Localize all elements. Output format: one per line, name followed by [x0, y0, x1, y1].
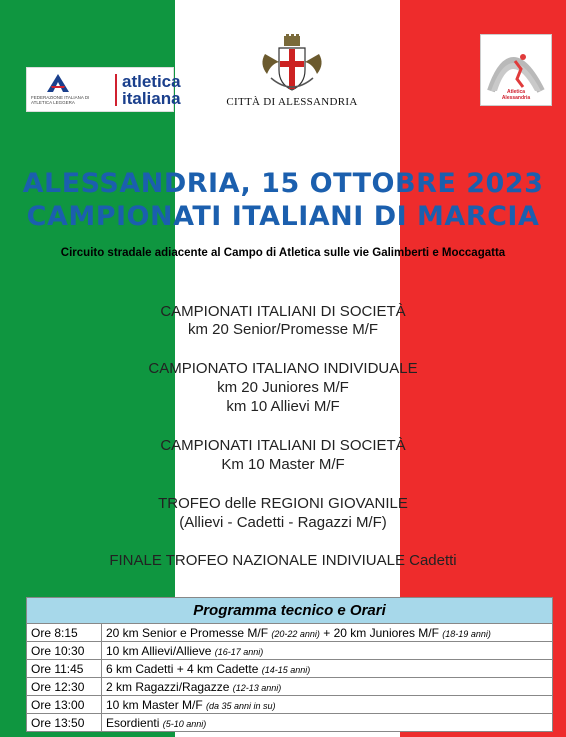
event-3-title: CAMPIONATI ITALIANI DI SOCIETÀ	[160, 437, 406, 454]
event-4-line-1: (Allievi - Cadetti - Ragazzi M/F)	[179, 514, 387, 531]
schedule-time: Ore 11:45	[27, 660, 102, 678]
table-row	[27, 714, 553, 732]
schedule-time: Ore 13:50	[27, 714, 102, 732]
atletica-alessandria-logo	[480, 34, 552, 106]
club-label-line1: Atletica	[506, 89, 526, 95]
schedule-event-b: + 20 km Juniores M/F	[319, 625, 443, 640]
schedule-event-a-note: (14-15 anni)	[261, 664, 311, 675]
event-1-line-1: km 20 Senior/Promesse M/F	[187, 321, 379, 338]
fidal-brand-line2: italiana	[122, 89, 181, 108]
schedule-time: Ore 12:30	[27, 678, 102, 696]
event-location-subtitle: Circuito stradale adiacente al Campo di Atletica sulle vie Galimberti e Moccagatta	[60, 247, 506, 259]
schedule-event	[102, 660, 553, 678]
event-2-title: CAMPIONATO ITALIANO INDIVIDUALE	[148, 360, 418, 377]
schedule-event-a: 2 km Ragazzi/Ragazze	[106, 679, 233, 694]
city-crest-icon	[257, 34, 327, 94]
club-label-line2: Alessandria	[501, 95, 531, 101]
event-5-title: FINALE TROFEO NAZIONALE INDIVIUALE Cadetti	[109, 552, 457, 569]
schedule-event-a: 6 km Cadetti + 4 km Cadette	[106, 661, 262, 676]
schedule-event-a-note: (20-22 anni)	[271, 628, 320, 639]
schedule-event	[102, 714, 553, 732]
schedule-event-a: 10 km Allievi/Allieve	[106, 643, 215, 658]
city-name: CITTÀ DI ALESSANDRIA	[226, 96, 358, 108]
event-2-line-2: km 10 Allievi M/F	[226, 398, 340, 415]
event-main-title: CAMPIONATI ITALIANI DI MARCIA	[26, 201, 540, 232]
schedule-event	[102, 642, 553, 660]
event-4-title: TROFEO delle REGIONI GIOVANILE	[158, 495, 408, 512]
fidal-mark-icon	[47, 74, 69, 92]
schedule-event-a-note: (16-17 anni)	[214, 646, 264, 657]
fidal-federation-name: FEDERAZIONE ITALIANA DI ATLETICA LEGGERA	[31, 95, 90, 105]
fidal-brand-line1: atletica	[122, 72, 181, 91]
event-3-line-1: Km 10 Master M/F	[221, 456, 345, 473]
schedule-event	[102, 624, 553, 642]
schedule-event	[102, 696, 553, 714]
event-1-title: CAMPIONATI ITALIANI DI SOCIETÀ	[160, 303, 406, 320]
schedule-title: Programma tecnico e Orari	[27, 598, 553, 624]
event-2-line-1: km 20 Juniores M/F	[217, 379, 349, 396]
schedule-event-a-note: (5-10 anni)	[162, 718, 207, 729]
table-row	[27, 624, 553, 642]
fidal-brand	[122, 73, 181, 107]
schedule-event-a: 10 km Master M/F	[106, 697, 207, 712]
schedule-event-a-note: (12-13 anni)	[232, 682, 282, 693]
schedule-event-a-note: (da 35 anni in su)	[206, 700, 276, 711]
table-row	[27, 642, 553, 660]
club-label	[481, 89, 551, 101]
table-row	[27, 678, 553, 696]
table-row	[27, 660, 553, 678]
event-date-title: ALESSANDRIA, 15 OTTOBRE 2023	[22, 168, 544, 199]
table-row	[27, 696, 553, 714]
fidal-logo	[26, 67, 181, 112]
schedule-event-b-note: (18-19 anni)	[442, 628, 491, 639]
schedule-time: Ore 10:30	[27, 642, 102, 660]
schedule-event	[102, 678, 553, 696]
schedule-time: Ore 8:15	[27, 624, 102, 642]
fidal-separator	[115, 74, 117, 106]
schedule-time: Ore 13:00	[27, 696, 102, 714]
city-logo	[226, 34, 358, 108]
schedule-event-a: Esordienti	[106, 715, 163, 730]
schedule-event-a: 20 km Senior e Promesse M/F	[106, 625, 272, 640]
schedule-table	[26, 597, 553, 732]
